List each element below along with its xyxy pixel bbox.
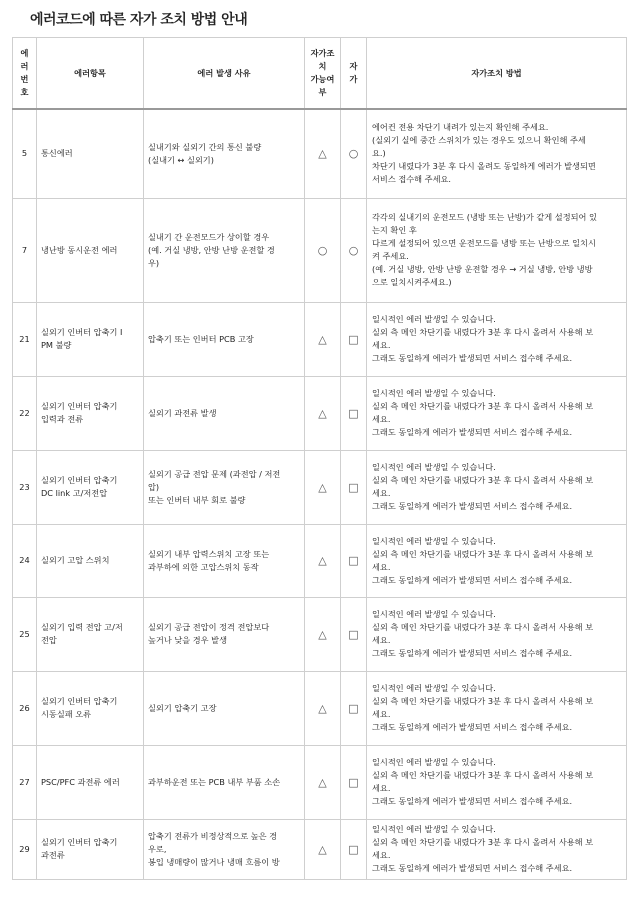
self-fix-possible-symbol: △	[305, 597, 341, 671]
error-code-table	[12, 37, 627, 880]
self-fix-possible-symbol: △	[305, 819, 341, 879]
self-fix-method-cell: 일시적인 에러 발생일 수 있습니다. 실외 측 메인 차단기를 내렸다가 3분 후 다시 올려서 사용해 보 세요. 그래도 동일하게 에러가 발생되면 서비스 접수해 주세요.	[367, 819, 627, 879]
error-code-cell: 24	[13, 524, 37, 597]
self-fix-symbol: □	[341, 671, 367, 745]
error-code-cell: 29	[13, 819, 37, 879]
self-fix-possible-symbol: △	[305, 109, 341, 198]
self-fix-symbol: □	[341, 597, 367, 671]
header-method: 자가조치 방법	[367, 38, 627, 110]
table-row	[13, 819, 627, 879]
error-cause-cell: 실외기 과전류 발생	[144, 376, 305, 450]
self-fix-method-cell: 일시적인 에러 발생일 수 있습니다. 실외 측 메인 차단기를 내렸다가 3분 후 다시 올려서 사용해 보 세요. 그래도 동일하게 에러가 발생되면 서비스 접수해 주세요.	[367, 302, 627, 376]
error-code-cell: 22	[13, 376, 37, 450]
header-self: 자 가	[341, 38, 367, 110]
self-fix-method-cell: 일시적인 에러 발생일 수 있습니다. 실외 측 메인 차단기를 내렸다가 3분 후 다시 올려서 사용해 보 세요. 그래도 동일하게 에러가 발생되면 서비스 접수해 주세요.	[367, 597, 627, 671]
error-item-cell: PSC/PFC 과전류 에러	[37, 745, 144, 819]
table-row	[13, 302, 627, 376]
table-row	[13, 109, 627, 198]
self-fix-possible-symbol: △	[305, 302, 341, 376]
table-row	[13, 524, 627, 597]
error-cause-cell: 과부하운전 또는 PCB 내부 부품 소손	[144, 745, 305, 819]
self-fix-method-cell: 일시적인 에러 발생일 수 있습니다. 실외 측 메인 차단기를 내렸다가 3분 후 다시 올려서 사용해 보 세요. 그래도 동일하게 에러가 발생되면 서비스 접수해 주세요.	[367, 450, 627, 524]
error-code-cell: 23	[13, 450, 37, 524]
self-fix-method-cell: 에어컨 전용 차단기 내려가 있는지 확인해 주세요. (실외기 실에 중간 스위치가 있는 경우도 있으니 확인해 주세 요.) 차단기 내렸다가 3분 후 다시 올려도 동일하게 에러가 발생되면 서비스 접수해 주세요.	[367, 109, 627, 198]
self-fix-method-cell: 일시적인 에러 발생일 수 있습니다. 실외 측 메인 차단기를 내렸다가 3분 후 다시 올려서 사용해 보 세요. 그래도 동일하게 에러가 발생되면 서비스 접수해 주세요.	[367, 524, 627, 597]
self-fix-symbol: □	[341, 302, 367, 376]
error-cause-cell: 실외기 공급 전압이 정격 전압보다 높거나 낮을 경우 발생	[144, 597, 305, 671]
error-cause-cell: 압축기 또는 인버터 PCB 고장	[144, 302, 305, 376]
error-item-cell: 실외기 고압 스위치	[37, 524, 144, 597]
self-fix-possible-symbol: △	[305, 524, 341, 597]
header-cause: 에러 발생 사유	[144, 38, 305, 110]
error-cause-cell: 실외기 공급 전압 문제 (과전압 / 저전 압) 또는 인버터 내부 회로 불량	[144, 450, 305, 524]
error-item-cell: 실외기 인버터 압축기 과전류	[37, 819, 144, 879]
error-code-cell: 27	[13, 745, 37, 819]
table-row	[13, 198, 627, 302]
page-title: 에러코드에 따른 자가 조치 방법 안내	[30, 12, 248, 28]
table-body	[13, 109, 627, 879]
error-code-cell: 26	[13, 671, 37, 745]
table-row	[13, 745, 627, 819]
self-fix-possible-symbol: △	[305, 745, 341, 819]
self-fix-symbol: □	[341, 376, 367, 450]
table-header-row	[13, 38, 627, 110]
header-item: 에러항목	[37, 38, 144, 110]
self-fix-symbol: ○	[341, 109, 367, 198]
self-fix-symbol: ○	[341, 198, 367, 302]
self-fix-method-cell: 일시적인 에러 발생일 수 있습니다. 실외 측 메인 차단기를 내렸다가 3분 후 다시 올려서 사용해 보 세요. 그래도 동일하게 에러가 발생되면 서비스 접수해 주세요.	[367, 745, 627, 819]
error-cause-cell: 실외기 압축기 고장	[144, 671, 305, 745]
error-cause-cell: 압축기 전류가 비정상적으로 높은 경 우로, 봉입 냉매량이 많거나 냉매 흐름이 방	[144, 819, 305, 879]
table-row	[13, 450, 627, 524]
error-cause-cell: 실내기 간 운전모드가 상이할 경우 (예. 거실 냉방, 안방 난방 운전할 경 우)	[144, 198, 305, 302]
error-cause-cell: 실외기 내부 압력스위치 고장 또는 과부하에 의한 고압스위치 동작	[144, 524, 305, 597]
self-fix-possible-symbol: ○	[305, 198, 341, 302]
self-fix-symbol: □	[341, 524, 367, 597]
error-item-cell: 실외기 인버터 압축기 시동실패 오류	[37, 671, 144, 745]
self-fix-symbol: □	[341, 745, 367, 819]
error-item-cell: 냉난방 동시운전 에러	[37, 198, 144, 302]
error-code-cell: 21	[13, 302, 37, 376]
self-fix-method-cell: 일시적인 에러 발생일 수 있습니다. 실외 측 메인 차단기를 내렸다가 3분 후 다시 올려서 사용해 보 세요. 그래도 동일하게 에러가 발생되면 서비스 접수해 주세요.	[367, 671, 627, 745]
self-fix-method-cell: 각각의 실내기의 운전모드 (냉방 또는 난방)가 같게 설정되어 있 는지 확인 후 다르게 설정되어 있으면 운전모드를 냉방 또는 난방으로 일치시 켜 주세요. (예. 거실 냉방, 안방 난방 운전할 경우 → 거실 냉방, 안방 냉방 으로 일치시켜주세요.)	[367, 198, 627, 302]
self-fix-possible-symbol: △	[305, 376, 341, 450]
header-code: 에 러 번 호	[13, 38, 37, 110]
table-row	[13, 597, 627, 671]
error-item-cell: 통신에러	[37, 109, 144, 198]
table-row	[13, 671, 627, 745]
header-selfok: 자가조 치 가능여 부	[305, 38, 341, 110]
error-item-cell: 실외기 인버터 압축기 I PM 불량	[37, 302, 144, 376]
error-item-cell: 실외기 입력 전압 고/저 전압	[37, 597, 144, 671]
error-item-cell: 실외기 인버터 압축기 DC link 고/저전압	[37, 450, 144, 524]
error-cause-cell: 실내기와 실외기 간의 통신 불량 (실내기 ↔ 실외기)	[144, 109, 305, 198]
self-fix-method-cell: 일시적인 에러 발생일 수 있습니다. 실외 측 메인 차단기를 내렸다가 3분 후 다시 올려서 사용해 보 세요. 그래도 동일하게 에러가 발생되면 서비스 접수해 주세요.	[367, 376, 627, 450]
error-code-cell: 5	[13, 109, 37, 198]
error-code-cell: 7	[13, 198, 37, 302]
error-code-cell: 25	[13, 597, 37, 671]
self-fix-symbol: □	[341, 450, 367, 524]
self-fix-symbol: □	[341, 819, 367, 879]
table-row	[13, 376, 627, 450]
self-fix-possible-symbol: △	[305, 450, 341, 524]
self-fix-possible-symbol: △	[305, 671, 341, 745]
error-item-cell: 실외기 인버터 압축기 입력과 전류	[37, 376, 144, 450]
